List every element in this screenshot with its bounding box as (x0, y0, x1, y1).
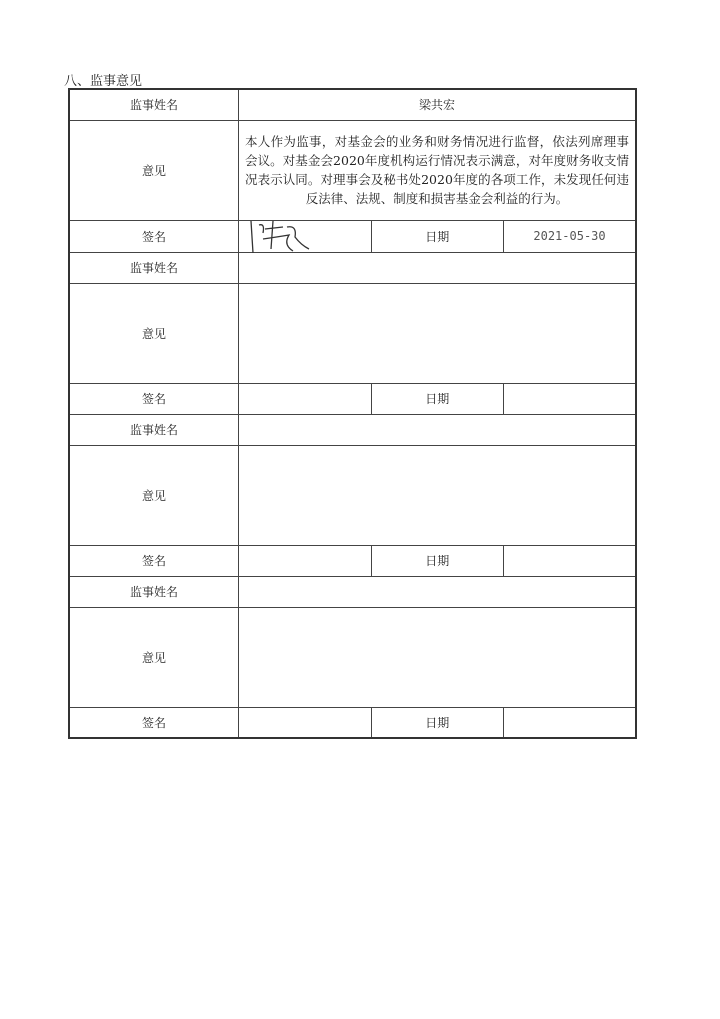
date-value[interactable] (504, 383, 637, 414)
date-label: 日期 (371, 545, 504, 576)
signature-cell[interactable] (239, 383, 372, 414)
signature-cell[interactable] (239, 545, 372, 576)
date-label: 日期 (371, 220, 504, 252)
opinion-label: 意见 (69, 120, 239, 220)
section-heading: 八、监事意见 (64, 74, 143, 89)
name-row (69, 576, 636, 607)
signature-row (69, 383, 636, 414)
signature-row (69, 545, 636, 576)
signature-row (69, 220, 636, 252)
opinion-label: 意见 (69, 607, 239, 707)
opinion-row (69, 120, 636, 220)
name-value: 梁共宏 (239, 89, 637, 120)
name-label: 监事姓名 (69, 89, 239, 120)
name-label: 监事姓名 (69, 414, 239, 445)
name-value[interactable] (239, 252, 637, 283)
date-value: 2021-05-30 (504, 220, 637, 252)
date-value[interactable] (504, 707, 637, 738)
date-value[interactable] (504, 545, 637, 576)
opinion-row (69, 283, 636, 383)
opinion-row (69, 445, 636, 545)
name-label: 监事姓名 (69, 252, 239, 283)
name-row (69, 414, 636, 445)
signature-label: 签名 (69, 707, 239, 738)
opinion-label: 意见 (69, 283, 239, 383)
signature-cell[interactable] (239, 707, 372, 738)
date-label: 日期 (371, 383, 504, 414)
signature-label: 签名 (69, 383, 239, 414)
name-row (69, 252, 636, 283)
supervisor-opinion-table (68, 88, 637, 739)
opinion-row (69, 607, 636, 707)
signature-row (69, 707, 636, 738)
signature-cell (239, 220, 372, 252)
opinion-value[interactable] (239, 283, 637, 383)
date-label: 日期 (371, 707, 504, 738)
signature-label: 签名 (69, 220, 239, 252)
opinion-label: 意见 (69, 445, 239, 545)
opinion-value[interactable] (239, 445, 637, 545)
opinion-value: 本人作为监事，对基金会的业务和财务情况进行监督，依法列席理事会议。对基金会2020年度机构运行情况表示满意，对年度财务收支情况表示认同。对理事会及秘书处2020年度的各项工作，未发现任何违反法律、法规、制度和损害基金会利益的行为。 (239, 120, 637, 220)
name-row (69, 89, 636, 120)
name-value[interactable] (239, 414, 637, 445)
name-value[interactable] (239, 576, 637, 607)
signature-label: 签名 (69, 545, 239, 576)
handwritten-signature (243, 215, 313, 257)
name-label: 监事姓名 (69, 576, 239, 607)
opinion-value[interactable] (239, 607, 637, 707)
